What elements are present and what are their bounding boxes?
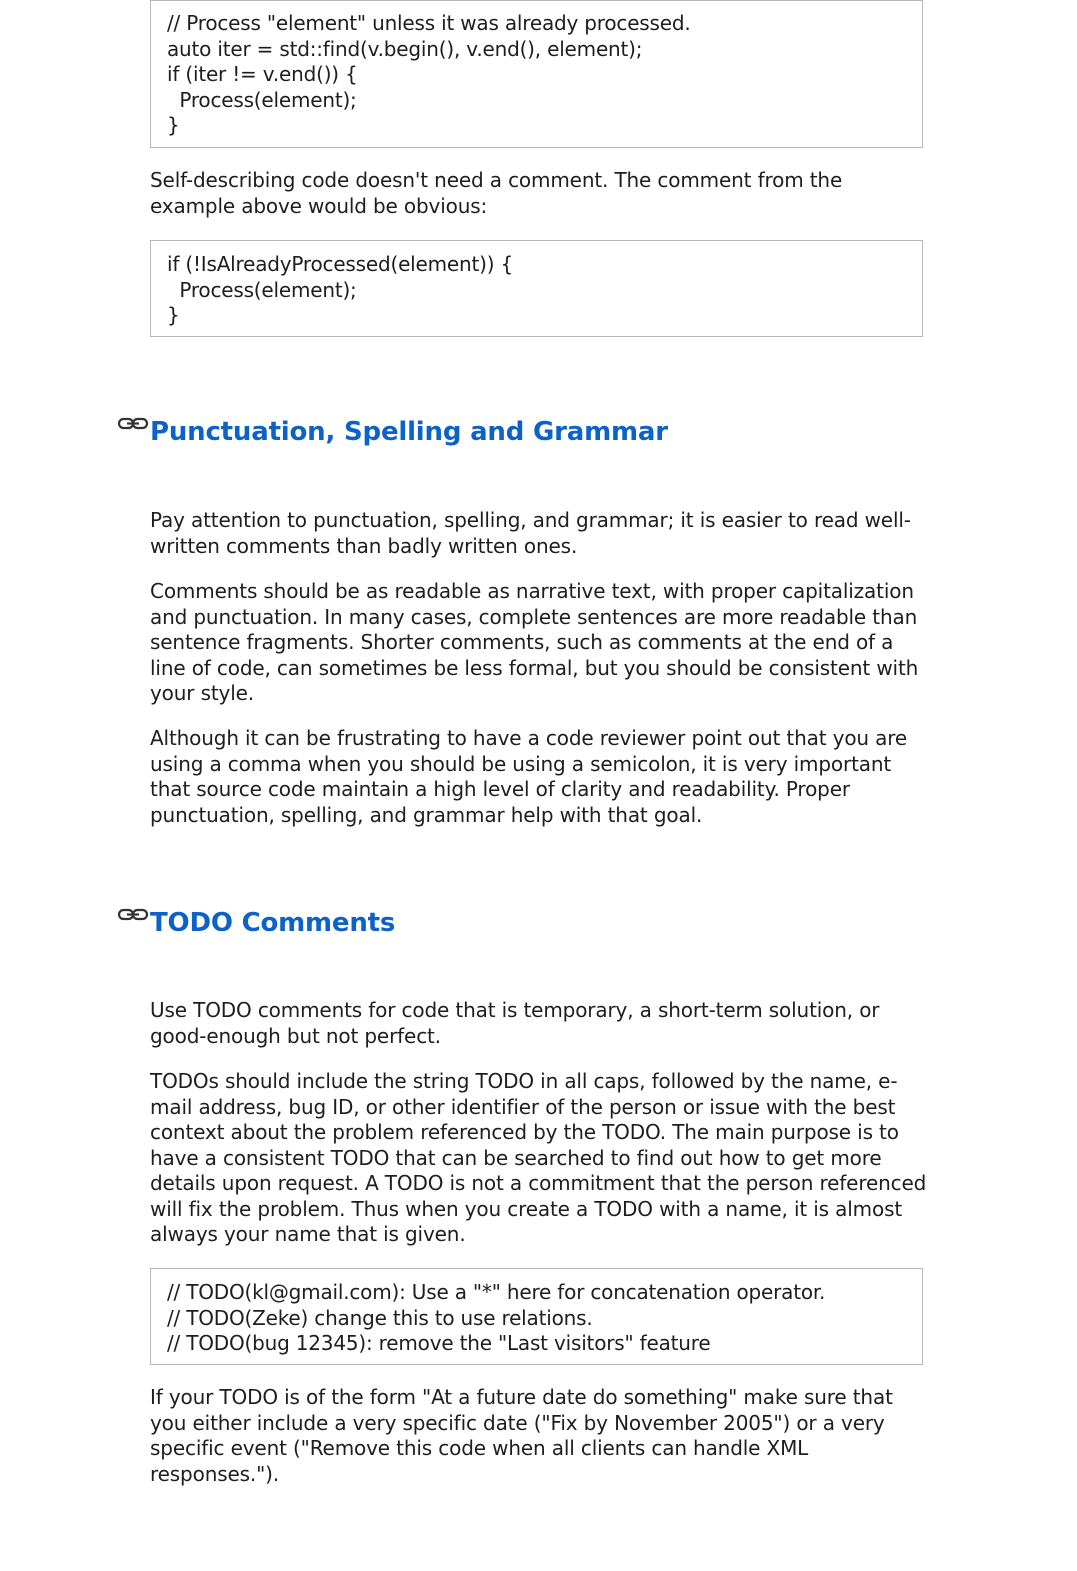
code-block-todo-examples [150,1268,923,1365]
code-line: Process(element); [167,277,357,302]
heading-todo-comments [118,903,395,943]
code-line: // TODO(bug 12345): remove the "Last visitors" feature [167,1331,711,1355]
paragraph: Although it can be frustrating to have a code reviewer point out that you are using a comma when you should be using a semicolon, it is very important that source code maintain a high level of clarity and readability. Proper punctuation, spelling, and grammar help with that goal. [150,726,908,827]
code-line: if (!IsAlreadyProcessed(element)) { [167,252,514,276]
code-block-process-element [150,0,923,148]
code-line: // Process "element" unless it was already processed. [167,11,691,35]
paragraph: TODOs should include the string TODO in all caps, followed by the name, e-mail address, bug ID, or other identifier of the person or issue with the best context about the problem referenced by the TODO. The main purpose is to have a consistent TODO that can be searched to find out how to get more details upon request. A TODO is not a commitment that the person referenced will fix the problem. Thus when you create a TODO with a name, it is almost always your name that is given. [150,1069,927,1246]
code-line: auto iter = std::find(v.begin(), v.end(), element); [167,36,643,61]
link-icon[interactable] [118,907,150,925]
code-line: if (iter != v.end()) { [167,62,358,86]
code-line: } [167,303,180,327]
code-block-is-already-processed [150,240,923,337]
paragraph: Use TODO comments for code that is temporary, a short-term solution, or good-enough but not perfect. [150,998,880,1048]
section-title: TODO Comments [150,908,396,938]
link-icon[interactable] [118,416,150,434]
section-title: Punctuation, Spelling and Grammar [150,417,668,447]
code-line: // TODO(kl@gmail.com): Use a "*" here for concatenation operator. [167,1280,826,1304]
paragraph-self-describing: Self-describing code doesn't need a comment. The comment from the example above would be obvious: [150,168,843,218]
paragraph: Pay attention to punctuation, spelling, and grammar; it is easier to read well-written comments than badly written ones. [150,508,911,558]
code-line: Process(element); [167,87,357,112]
paragraph: Comments should be as readable as narrative text, with proper capitalization and punctuation. In many cases, complete sentences are more readable than sentence fragments. Shorter comments, such as comments at the end of a line of code, can sometimes be less formal, but you should be consistent with your style. [150,579,919,705]
heading-punctuation-spelling-grammar [118,412,668,452]
code-line: // TODO(Zeke) change this to use relations. [167,1305,593,1330]
code-line: } [167,113,180,137]
paragraph-todo-future-date: If your TODO is of the form "At a future date do something" make sure that you either include a very specific date ("Fix by November 2005") or a very specific event ("Remove this code when all clients can handle XML responses."). [150,1385,893,1486]
